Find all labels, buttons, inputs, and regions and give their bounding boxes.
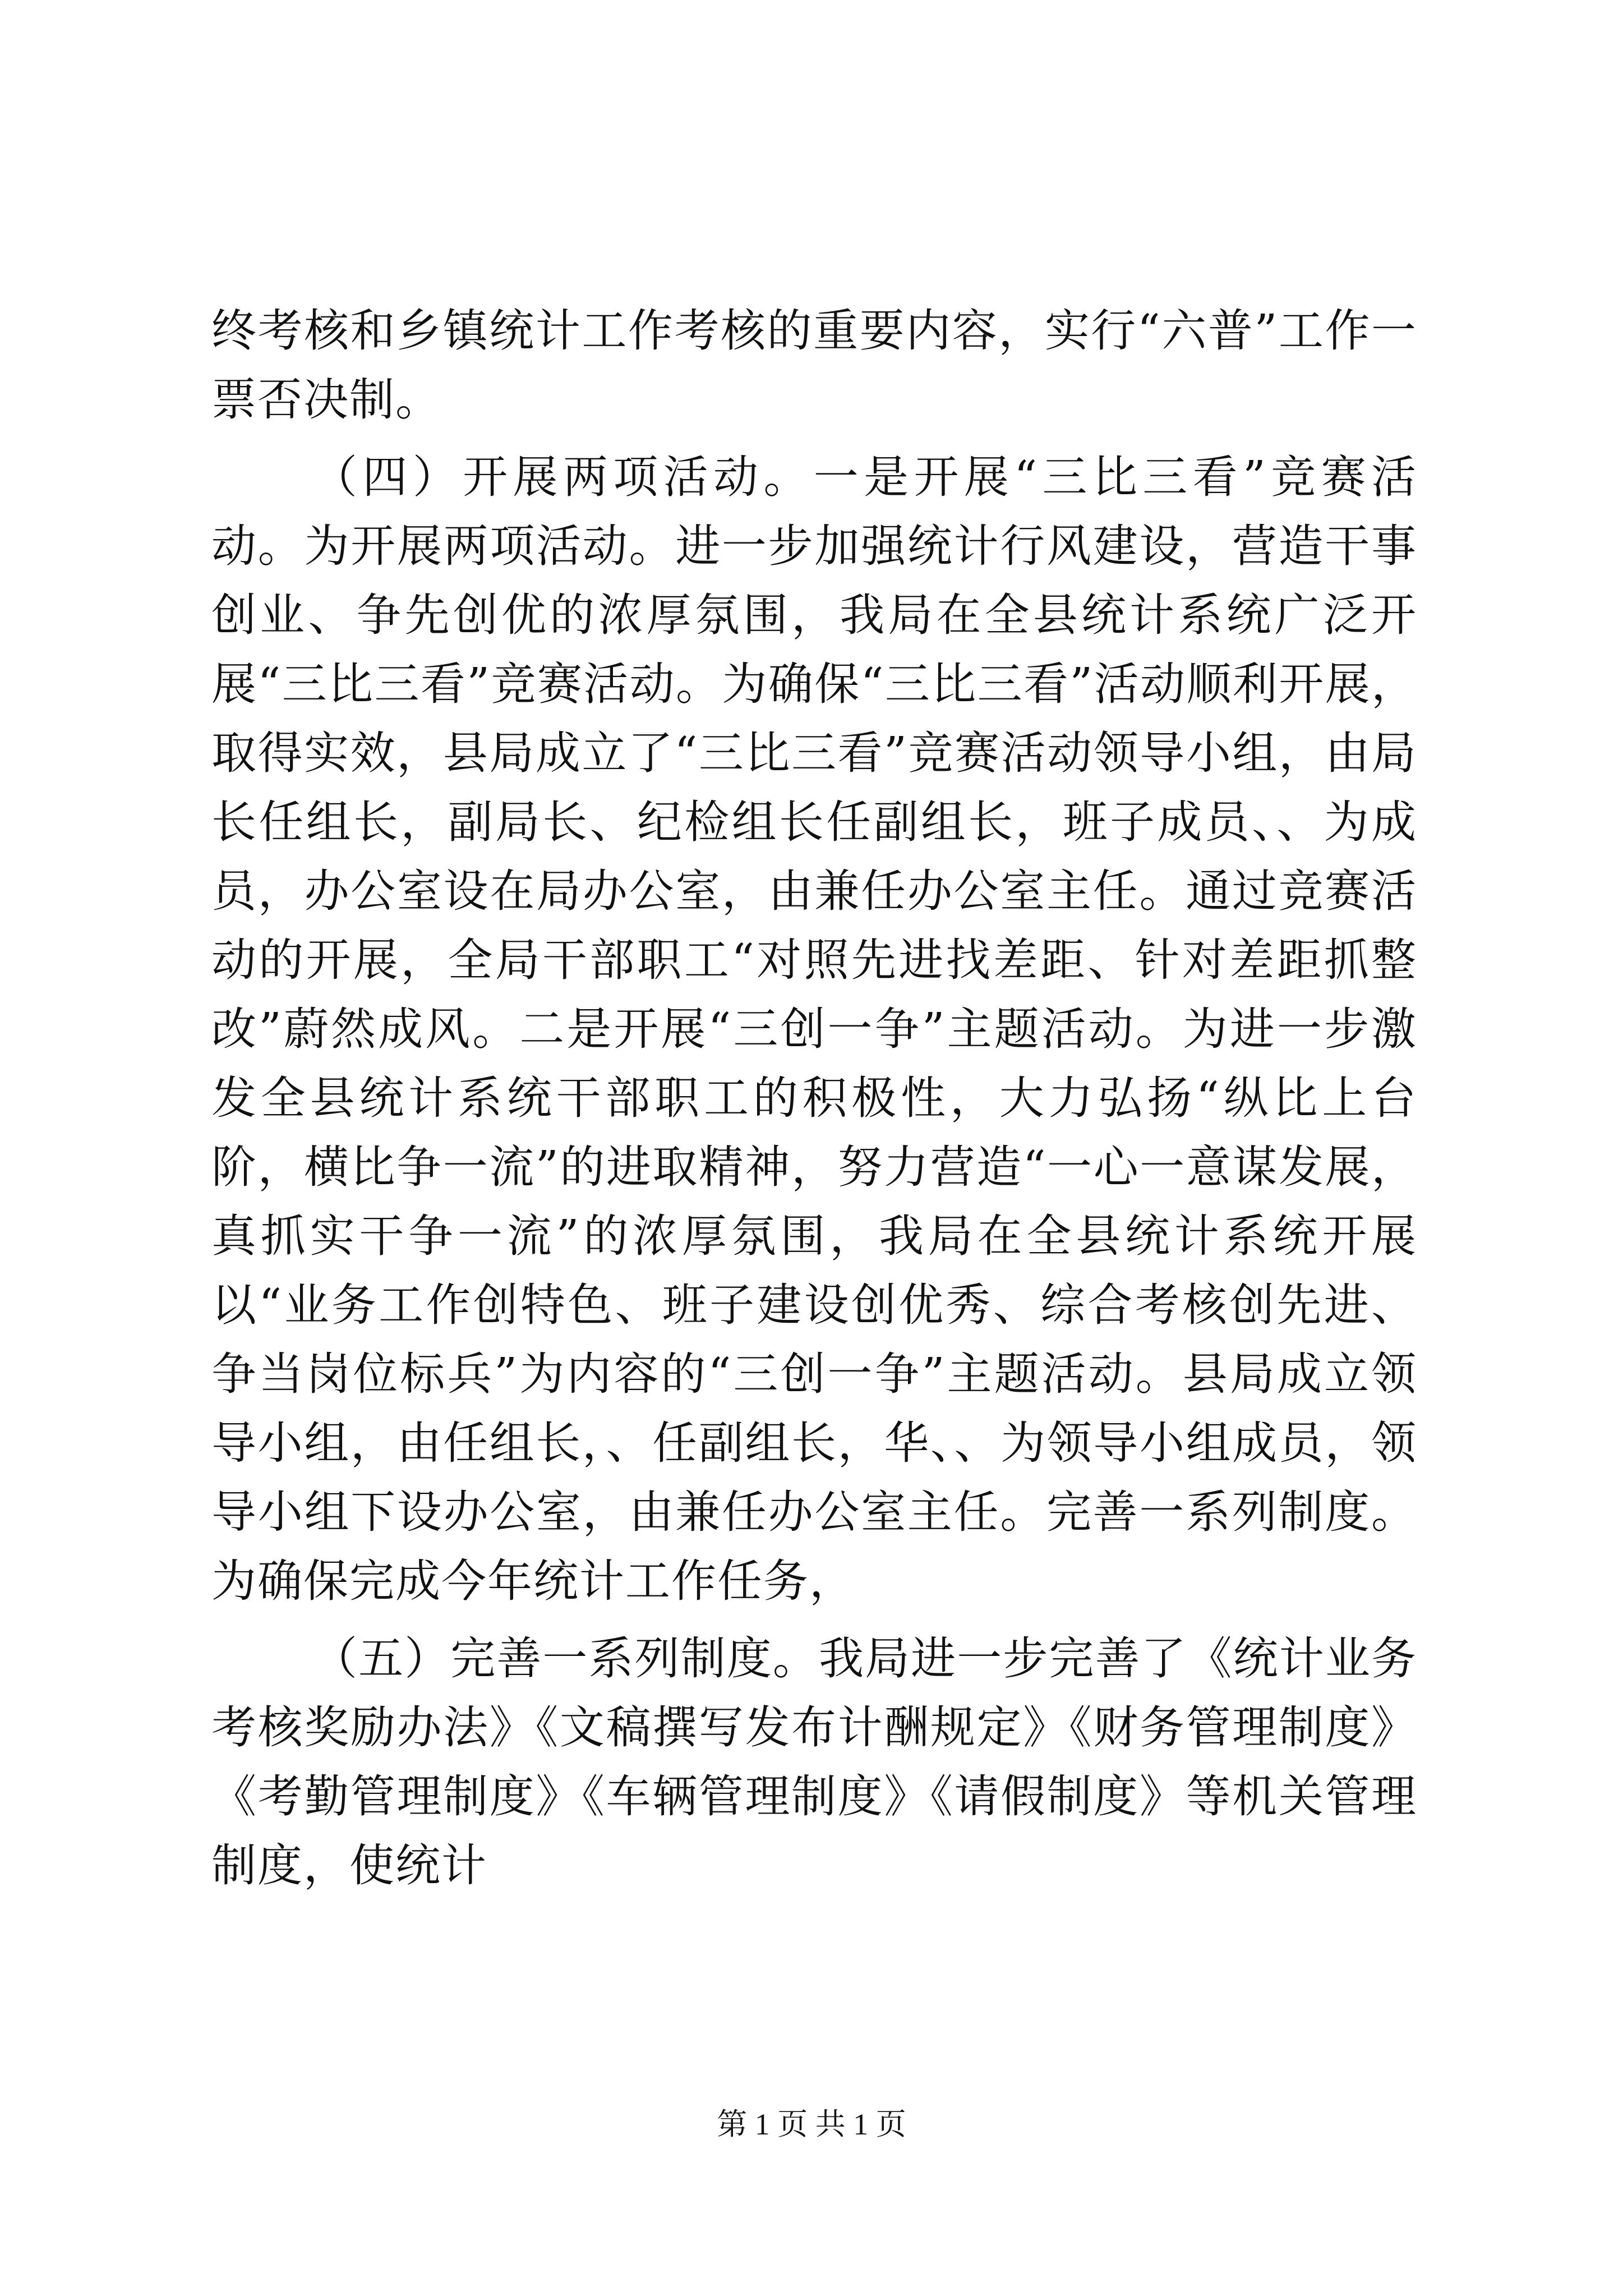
paragraph-section-five: （五）完善一系列制度。我局进一步完善了《统计业务考核奖励办法》《文稿撰写发布计酬规定》《财务管理制度》《考勤管理制度》《车辆管理制度》《请假制度》等机关管理制度，使统计 — [211, 1632, 1417, 1892]
paragraph-continuation: 终考核和乡镇统计工作考核的重要内容，实行“六普”工作一票否决制。 — [211, 305, 1417, 426]
page-number-footer: 第 1 页 共 1 页 — [717, 2108, 906, 2141]
document-body — [211, 296, 1417, 1900]
paragraph-section-four: （四）开展两项活动。一是开展“三比三看”竞赛活动。为开展两项活动。进一步加强统计行风建设，营造干事创业、争先创优的浓厚氛围，我局在全县统计系统广泛开展“三比三看”竞赛活动。为确保“三比三看”活动顺利开展，取得实效，县局成立了“三比三看”竞赛活动领导小组，由局长任组长，副局长、纪检组长任副组长，班子成员、、为成员，办公室设在局办公室，由兼任办公室主任。通过竞赛活动的开展，全局干部职工“对照先进找差距、针对差距抓整改”蔚然成风。二是开展“三创一争”主题活动。为进一步激发全县统计系统干部职工的积极性，大力弘扬“纵比上台阶，横比争一流”的进取精神，努力营造“一心一意谋发展，真抓实干争一流”的浓厚氛围，我局在全县统计系统开展以“业务工作创特色、班子建设创优秀、综合考核创先进、争当岗位标兵”为内容的“三创一争”主题活动。县局成立领导小组，由任组长，、任副组长，华、、为领导小组成员，领导小组下设办公室，由兼任办公室主任。完善一系列制度。为确保完成今年统计工作任务， — [211, 451, 1417, 1607]
